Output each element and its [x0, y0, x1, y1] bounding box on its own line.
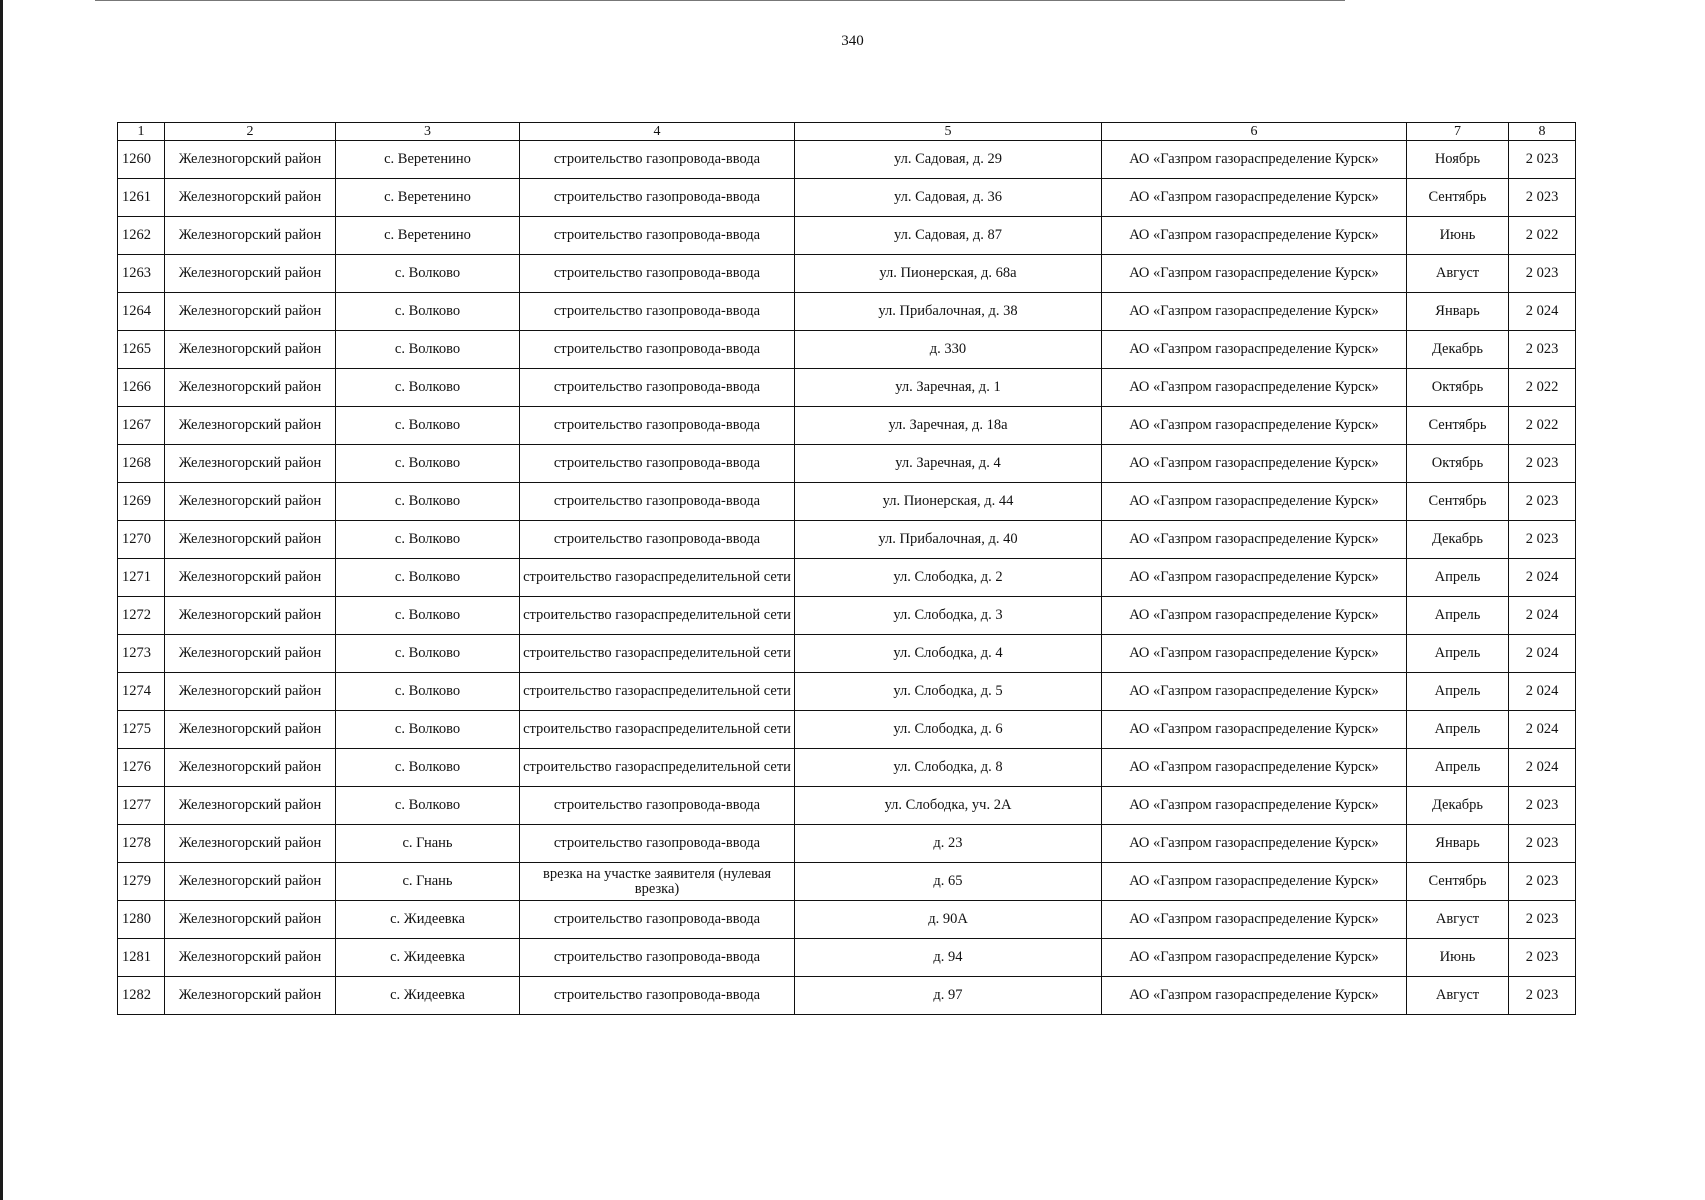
district-cell: Железногорский район: [165, 369, 336, 407]
table-row: [118, 217, 1576, 255]
organization-cell: АО «Газпром газораспределение Курск»: [1102, 407, 1407, 445]
organization-cell: АО «Газпром газораспределение Курск»: [1102, 825, 1407, 863]
row-number-cell: 1263: [118, 255, 165, 293]
year-cell: 2 022: [1509, 369, 1576, 407]
locality-cell: с. Волково: [336, 331, 520, 369]
locality-cell: с. Гнань: [336, 825, 520, 863]
month-cell: Апрель: [1407, 635, 1509, 673]
column-header: 6: [1102, 123, 1407, 141]
organization-cell: АО «Газпром газораспределение Курск»: [1102, 977, 1407, 1015]
table-row: [118, 673, 1576, 711]
year-cell: 2 022: [1509, 217, 1576, 255]
row-number-cell: 1275: [118, 711, 165, 749]
organization-cell: АО «Газпром газораспределение Курск»: [1102, 597, 1407, 635]
table-row: [118, 179, 1576, 217]
district-cell: Железногорский район: [165, 445, 336, 483]
row-number-cell: 1264: [118, 293, 165, 331]
row-number-cell: 1276: [118, 749, 165, 787]
locality-cell: с. Гнань: [336, 863, 520, 901]
gasification-table: [117, 122, 1576, 1015]
table-row: [118, 635, 1576, 673]
year-cell: 2 023: [1509, 939, 1576, 977]
work-type-cell: строительство газопровода-ввода: [520, 331, 795, 369]
table-row: [118, 521, 1576, 559]
locality-cell: с. Волково: [336, 255, 520, 293]
month-cell: Август: [1407, 255, 1509, 293]
district-cell: Железногорский район: [165, 483, 336, 521]
row-number-cell: 1282: [118, 977, 165, 1015]
district-cell: Железногорский район: [165, 521, 336, 559]
month-cell: Январь: [1407, 293, 1509, 331]
work-type-cell: строительство газораспределительной сети: [520, 597, 795, 635]
column-header: 1: [118, 123, 165, 141]
address-cell: ул. Слободка, д. 8: [795, 749, 1102, 787]
year-cell: 2 023: [1509, 863, 1576, 901]
work-type-cell: строительство газопровода-ввода: [520, 369, 795, 407]
locality-cell: с. Волково: [336, 787, 520, 825]
month-cell: Январь: [1407, 825, 1509, 863]
year-cell: 2 024: [1509, 749, 1576, 787]
organization-cell: АО «Газпром газораспределение Курск»: [1102, 673, 1407, 711]
locality-cell: с. Веретенино: [336, 217, 520, 255]
district-cell: Железногорский район: [165, 293, 336, 331]
table-row: [118, 977, 1576, 1015]
locality-cell: с. Волково: [336, 483, 520, 521]
column-header: 5: [795, 123, 1102, 141]
organization-cell: АО «Газпром газораспределение Курск»: [1102, 217, 1407, 255]
year-cell: 2 024: [1509, 711, 1576, 749]
work-type-cell: строительство газопровода-ввода: [520, 407, 795, 445]
year-cell: 2 023: [1509, 445, 1576, 483]
district-cell: Железногорский район: [165, 939, 336, 977]
organization-cell: АО «Газпром газораспределение Курск»: [1102, 863, 1407, 901]
district-cell: Железногорский район: [165, 825, 336, 863]
row-number-cell: 1267: [118, 407, 165, 445]
year-cell: 2 022: [1509, 407, 1576, 445]
month-cell: Сентябрь: [1407, 407, 1509, 445]
locality-cell: с. Волково: [336, 445, 520, 483]
row-number-cell: 1262: [118, 217, 165, 255]
work-type-cell: строительство газораспределительной сети: [520, 711, 795, 749]
organization-cell: АО «Газпром газораспределение Курск»: [1102, 521, 1407, 559]
organization-cell: АО «Газпром газораспределение Курск»: [1102, 635, 1407, 673]
row-number-cell: 1270: [118, 521, 165, 559]
table-row: [118, 597, 1576, 635]
row-number-cell: 1272: [118, 597, 165, 635]
year-cell: 2 023: [1509, 255, 1576, 293]
organization-cell: АО «Газпром газораспределение Курск»: [1102, 255, 1407, 293]
row-number-cell: 1280: [118, 901, 165, 939]
locality-cell: с. Волково: [336, 521, 520, 559]
work-type-cell: строительство газораспределительной сети: [520, 673, 795, 711]
month-cell: Август: [1407, 977, 1509, 1015]
year-cell: 2 023: [1509, 521, 1576, 559]
address-cell: ул. Слободка, д. 5: [795, 673, 1102, 711]
organization-cell: АО «Газпром газораспределение Курск»: [1102, 787, 1407, 825]
table-row: [118, 141, 1576, 179]
locality-cell: с. Жидеевка: [336, 939, 520, 977]
district-cell: Железногорский район: [165, 255, 336, 293]
organization-cell: АО «Газпром газораспределение Курск»: [1102, 445, 1407, 483]
work-type-cell: строительство газопровода-ввода: [520, 141, 795, 179]
district-cell: Железногорский район: [165, 673, 336, 711]
table-row: [118, 749, 1576, 787]
work-type-cell: строительство газораспределительной сети: [520, 749, 795, 787]
year-cell: 2 023: [1509, 331, 1576, 369]
row-number-cell: 1281: [118, 939, 165, 977]
locality-cell: с. Волково: [336, 635, 520, 673]
address-cell: д. 94: [795, 939, 1102, 977]
scan-left-edge: [0, 0, 3, 1200]
work-type-cell: строительство газопровода-ввода: [520, 445, 795, 483]
month-cell: Ноябрь: [1407, 141, 1509, 179]
district-cell: Железногорский район: [165, 141, 336, 179]
district-cell: Железногорский район: [165, 749, 336, 787]
column-header: 7: [1407, 123, 1509, 141]
district-cell: Железногорский район: [165, 711, 336, 749]
address-cell: ул. Слободка, д. 2: [795, 559, 1102, 597]
locality-cell: с. Жидеевка: [336, 977, 520, 1015]
work-type-cell: строительство газопровода-ввода: [520, 901, 795, 939]
district-cell: Железногорский район: [165, 217, 336, 255]
address-cell: ул. Прибалочная, д. 40: [795, 521, 1102, 559]
district-cell: Железногорский район: [165, 863, 336, 901]
row-number-cell: 1261: [118, 179, 165, 217]
row-number-cell: 1268: [118, 445, 165, 483]
district-cell: Железногорский район: [165, 635, 336, 673]
scan-top-edge: [95, 0, 1345, 1]
address-cell: д. 65: [795, 863, 1102, 901]
table-row: [118, 559, 1576, 597]
locality-cell: с. Жидеевка: [336, 901, 520, 939]
address-cell: ул. Пионерская, д. 68а: [795, 255, 1102, 293]
locality-cell: с. Волково: [336, 407, 520, 445]
organization-cell: АО «Газпром газораспределение Курск»: [1102, 939, 1407, 977]
month-cell: Апрель: [1407, 597, 1509, 635]
locality-cell: с. Волково: [336, 673, 520, 711]
table-row: [118, 407, 1576, 445]
month-cell: Июнь: [1407, 217, 1509, 255]
year-cell: 2 023: [1509, 977, 1576, 1015]
month-cell: Декабрь: [1407, 331, 1509, 369]
month-cell: Апрель: [1407, 711, 1509, 749]
row-number-cell: 1277: [118, 787, 165, 825]
table-row: [118, 483, 1576, 521]
district-cell: Железногорский район: [165, 787, 336, 825]
locality-cell: с. Волково: [336, 749, 520, 787]
organization-cell: АО «Газпром газораспределение Курск»: [1102, 483, 1407, 521]
row-number-cell: 1271: [118, 559, 165, 597]
address-cell: ул. Заречная, д. 1: [795, 369, 1102, 407]
locality-cell: с. Волково: [336, 293, 520, 331]
column-header: 2: [165, 123, 336, 141]
month-cell: Апрель: [1407, 559, 1509, 597]
address-cell: ул. Садовая, д. 29: [795, 141, 1102, 179]
work-type-cell: строительство газораспределительной сети: [520, 559, 795, 597]
table-row: [118, 825, 1576, 863]
month-cell: Июнь: [1407, 939, 1509, 977]
address-cell: ул. Прибалочная, д. 38: [795, 293, 1102, 331]
row-number-cell: 1266: [118, 369, 165, 407]
address-cell: д. 97: [795, 977, 1102, 1015]
locality-cell: с. Веретенино: [336, 141, 520, 179]
year-cell: 2 024: [1509, 635, 1576, 673]
work-type-cell: строительство газопровода-ввода: [520, 255, 795, 293]
address-cell: ул. Слободка, д. 3: [795, 597, 1102, 635]
table-row: [118, 939, 1576, 977]
page-number: 340: [841, 33, 864, 49]
table-row: [118, 711, 1576, 749]
column-header: 8: [1509, 123, 1576, 141]
table-row: [118, 901, 1576, 939]
work-type-cell: строительство газопровода-ввода: [520, 179, 795, 217]
table-row: [118, 369, 1576, 407]
year-cell: 2 024: [1509, 597, 1576, 635]
work-type-cell: строительство газопровода-ввода: [520, 521, 795, 559]
organization-cell: АО «Газпром газораспределение Курск»: [1102, 559, 1407, 597]
district-cell: Железногорский район: [165, 179, 336, 217]
row-number-cell: 1279: [118, 863, 165, 901]
organization-cell: АО «Газпром газораспределение Курск»: [1102, 293, 1407, 331]
address-cell: ул. Пионерская, д. 44: [795, 483, 1102, 521]
month-cell: Август: [1407, 901, 1509, 939]
work-type-cell: строительство газопровода-ввода: [520, 939, 795, 977]
month-cell: Октябрь: [1407, 445, 1509, 483]
address-cell: ул. Слободка, д. 6: [795, 711, 1102, 749]
address-cell: ул. Садовая, д. 36: [795, 179, 1102, 217]
table-row: [118, 787, 1576, 825]
month-cell: Сентябрь: [1407, 483, 1509, 521]
year-cell: 2 024: [1509, 293, 1576, 331]
work-type-cell: строительство газопровода-ввода: [520, 977, 795, 1015]
address-cell: д. 90А: [795, 901, 1102, 939]
address-cell: д. 23: [795, 825, 1102, 863]
row-number-cell: 1260: [118, 141, 165, 179]
district-cell: Железногорский район: [165, 977, 336, 1015]
locality-cell: с. Волково: [336, 711, 520, 749]
year-cell: 2 023: [1509, 787, 1576, 825]
row-number-cell: 1265: [118, 331, 165, 369]
month-cell: Октябрь: [1407, 369, 1509, 407]
organization-cell: АО «Газпром газораспределение Курск»: [1102, 711, 1407, 749]
table-row: [118, 293, 1576, 331]
work-type-cell: строительство газопровода-ввода: [520, 483, 795, 521]
locality-cell: с. Веретенино: [336, 179, 520, 217]
address-cell: ул. Садовая, д. 87: [795, 217, 1102, 255]
organization-cell: АО «Газпром газораспределение Курск»: [1102, 331, 1407, 369]
work-type-cell: строительство газопровода-ввода: [520, 217, 795, 255]
month-cell: Апрель: [1407, 749, 1509, 787]
month-cell: Сентябрь: [1407, 179, 1509, 217]
district-cell: Железногорский район: [165, 407, 336, 445]
month-cell: Сентябрь: [1407, 863, 1509, 901]
table-row: [118, 863, 1576, 901]
year-cell: 2 023: [1509, 825, 1576, 863]
organization-cell: АО «Газпром газораспределение Курск»: [1102, 901, 1407, 939]
month-cell: Апрель: [1407, 673, 1509, 711]
district-cell: Железногорский район: [165, 901, 336, 939]
row-number-cell: 1269: [118, 483, 165, 521]
year-cell: 2 023: [1509, 483, 1576, 521]
organization-cell: АО «Газпром газораспределение Курск»: [1102, 141, 1407, 179]
month-cell: Декабрь: [1407, 521, 1509, 559]
row-number-cell: 1274: [118, 673, 165, 711]
work-type-cell: строительство газопровода-ввода: [520, 787, 795, 825]
table-row: [118, 331, 1576, 369]
address-cell: д. 330: [795, 331, 1102, 369]
locality-cell: с. Волково: [336, 559, 520, 597]
year-cell: 2 024: [1509, 559, 1576, 597]
work-type-cell: строительство газораспределительной сети: [520, 635, 795, 673]
address-cell: ул. Слободка, д. 4: [795, 635, 1102, 673]
address-cell: ул. Заречная, д. 18а: [795, 407, 1102, 445]
row-number-cell: 1278: [118, 825, 165, 863]
work-type-cell: врезка на участке заявителя (нулевая врезка): [520, 863, 795, 901]
address-cell: ул. Слободка, уч. 2А: [795, 787, 1102, 825]
month-cell: Декабрь: [1407, 787, 1509, 825]
organization-cell: АО «Газпром газораспределение Курск»: [1102, 179, 1407, 217]
locality-cell: с. Волково: [336, 597, 520, 635]
year-cell: 2 024: [1509, 673, 1576, 711]
district-cell: Железногорский район: [165, 597, 336, 635]
year-cell: 2 023: [1509, 141, 1576, 179]
work-type-cell: строительство газопровода-ввода: [520, 293, 795, 331]
organization-cell: АО «Газпром газораспределение Курск»: [1102, 749, 1407, 787]
address-cell: ул. Заречная, д. 4: [795, 445, 1102, 483]
district-cell: Железногорский район: [165, 559, 336, 597]
year-cell: 2 023: [1509, 179, 1576, 217]
year-cell: 2 023: [1509, 901, 1576, 939]
work-type-cell: строительство газопровода-ввода: [520, 825, 795, 863]
table-row: [118, 445, 1576, 483]
column-header: 3: [336, 123, 520, 141]
locality-cell: с. Волково: [336, 369, 520, 407]
organization-cell: АО «Газпром газораспределение Курск»: [1102, 369, 1407, 407]
table-row: [118, 255, 1576, 293]
district-cell: Железногорский район: [165, 331, 336, 369]
row-number-cell: 1273: [118, 635, 165, 673]
column-number-row: [118, 123, 1576, 141]
column-header: 4: [520, 123, 795, 141]
